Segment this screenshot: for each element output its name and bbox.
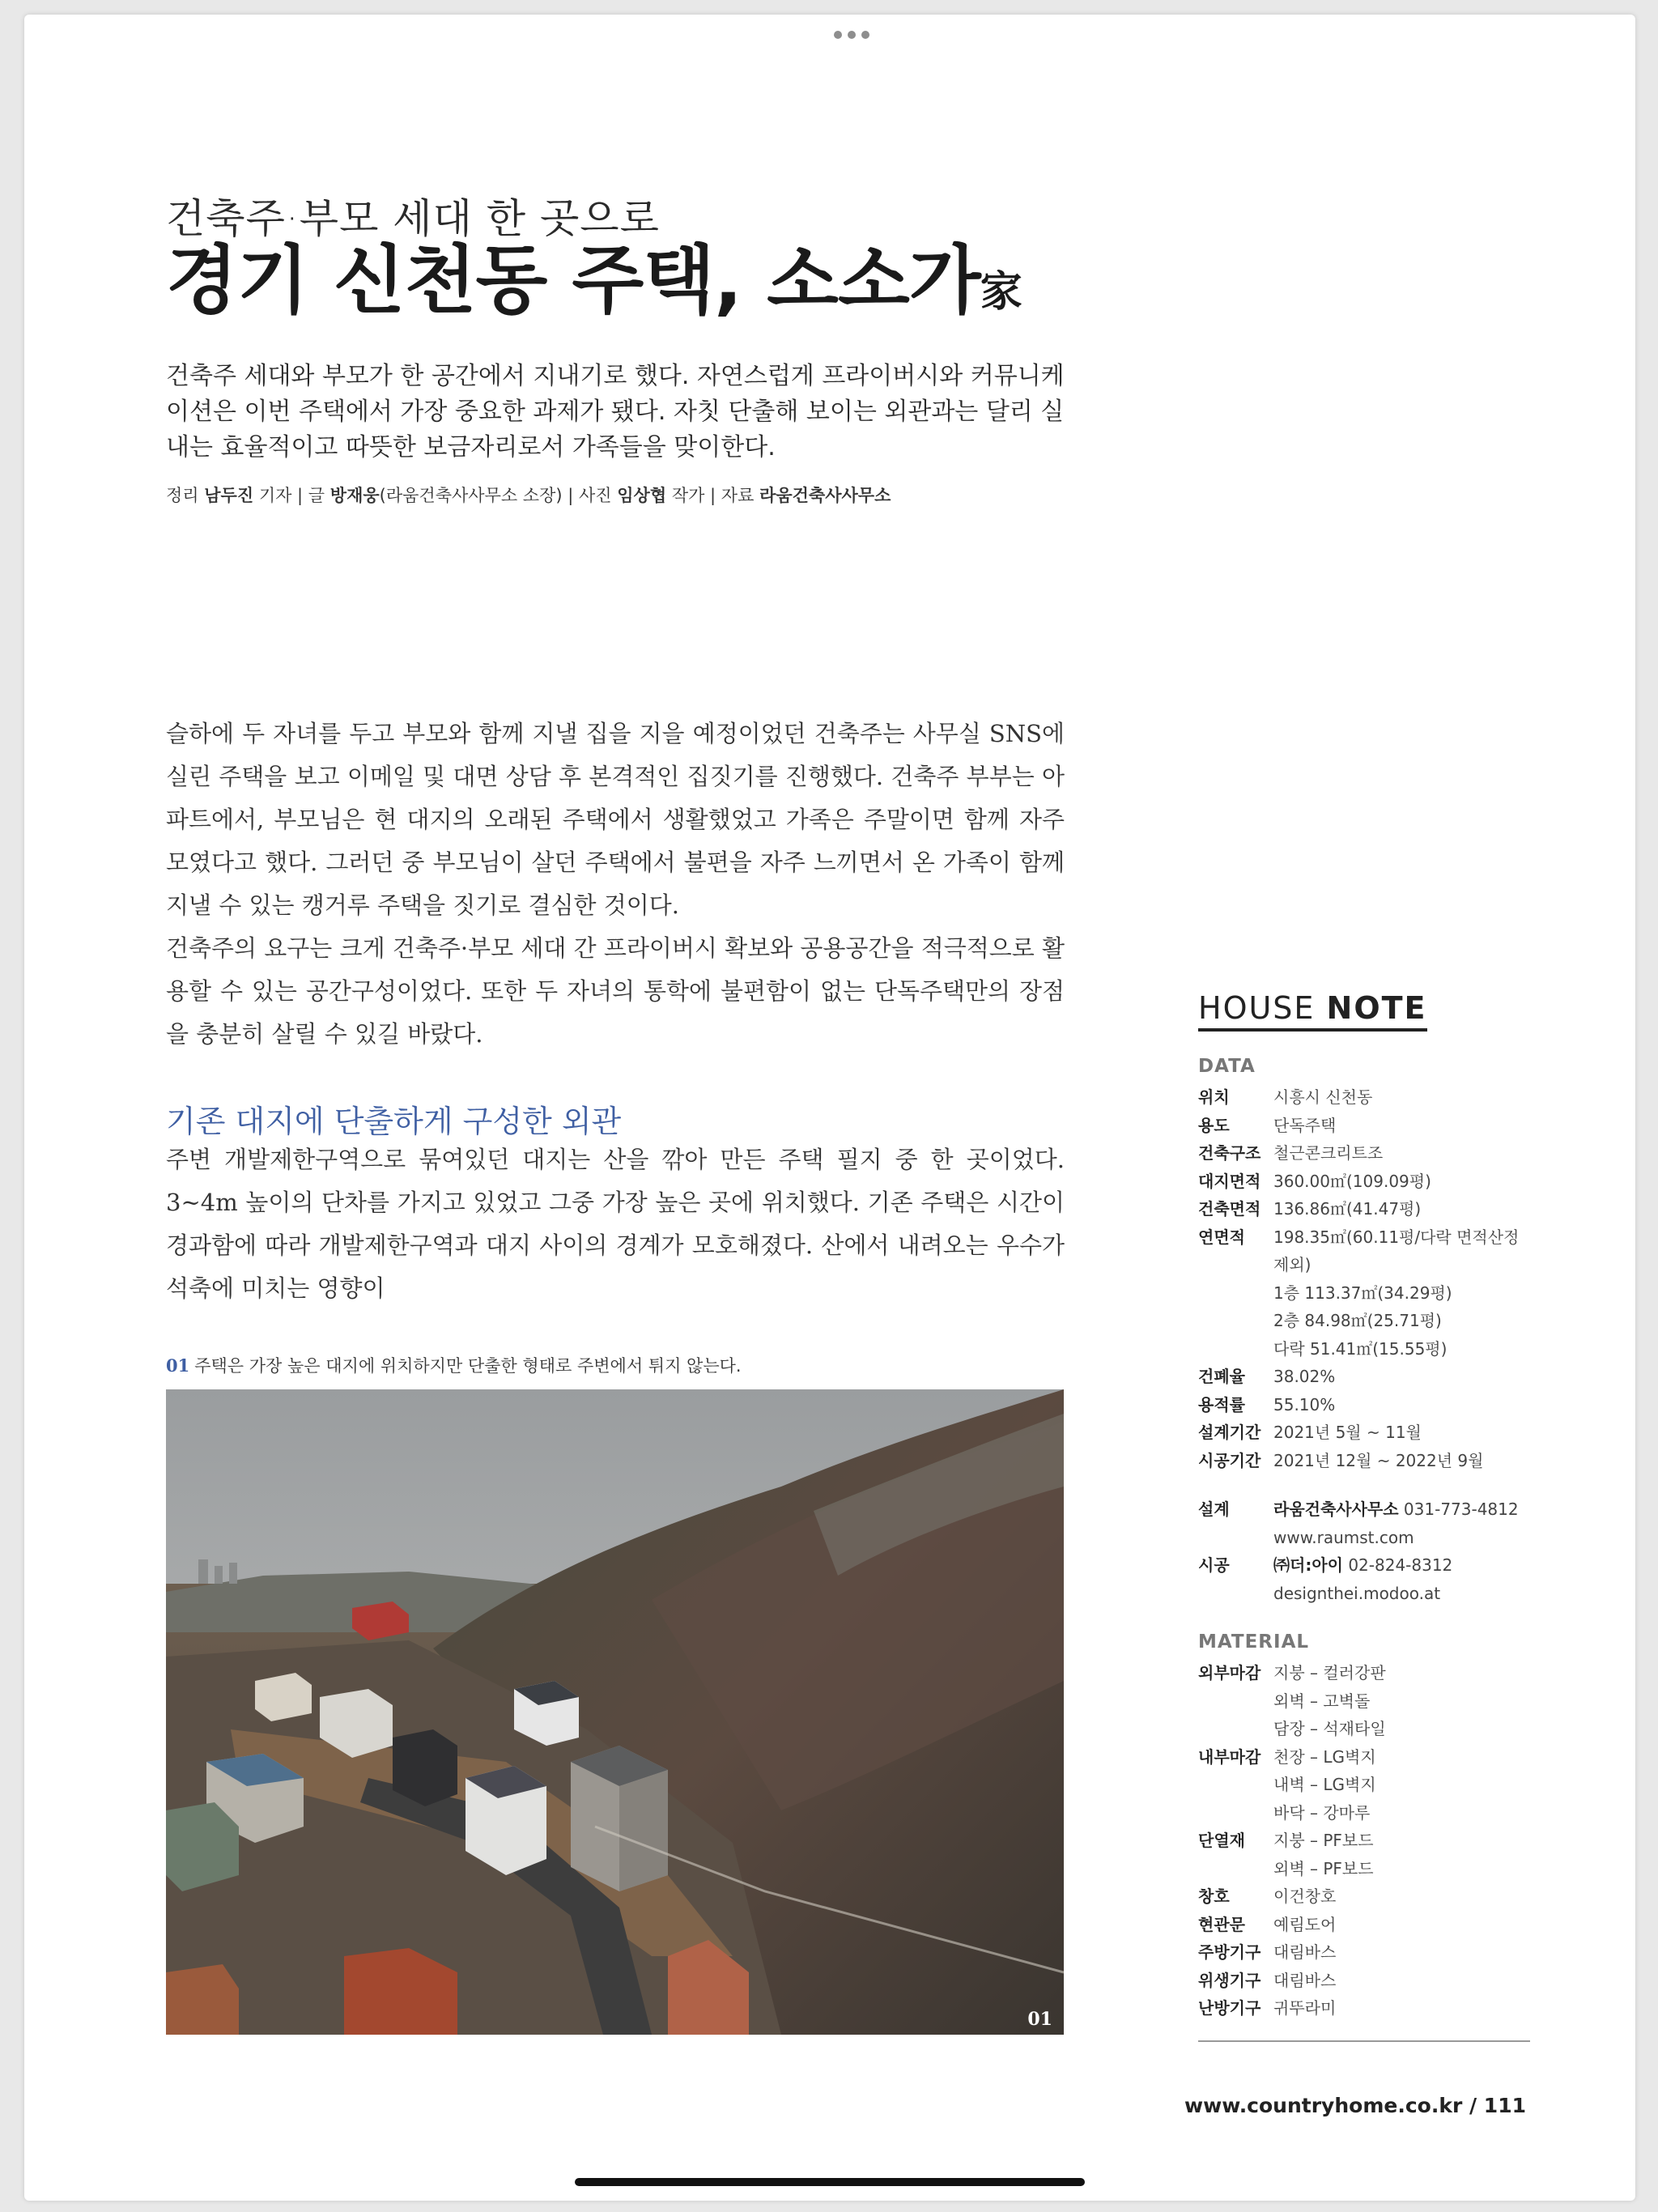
data-key: 연면적 [1198,1227,1245,1247]
data-row [1198,1223,1530,1279]
material-value: 바닥 – 강마루 [1273,1802,1371,1823]
material-list [1198,1659,1530,2023]
body-paragraph-2: 주변 개발제한구역으로 묶여있던 대지는 산을 깎아 만든 주택 필지 중 한 곳이었다. 3~4m 높이의 단차를 가지고 있었고 그중 가장 높은 곳에 위치했다. 기존 주택은 시간이 경과함에 따라 개발제한구역과 대지 사이의 경계가 모호해졌다. 산에서 내려오는 우수가 석축에 미치는 영향이 [166,1146,1065,1302]
material-value: 예림도어 [1273,1914,1337,1934]
credit-role: 기자 | 글 [258,486,325,505]
data-row [1198,1363,1530,1391]
magazine-page [24,15,1635,2201]
data-row [1198,1335,1530,1363]
page-footer: www.countryhome.co.kr / 111 [1184,2094,1526,2117]
data-value: 단독주택 [1273,1115,1337,1135]
material-row [1198,1743,1530,1772]
designer-website[interactable]: www.raumst.com [1273,1527,1414,1547]
data-value: 1층 113.37㎡(34.29평) [1273,1283,1452,1303]
data-list [1198,1083,1530,1474]
design-key: 설계 [1198,1499,1230,1519]
data-key: 건폐율 [1198,1367,1245,1386]
data-key [1198,1335,1273,1363]
data-value: 2021년 12월 ~ 2022년 9월 [1273,1450,1484,1470]
credit-role: 작가 | 자료 [671,486,755,505]
data-value: 다락 51.41㎡(15.55평) [1273,1338,1448,1359]
material-key [1198,1799,1273,1827]
data-key: 건축구조 [1198,1143,1261,1163]
data-row [1198,1307,1530,1335]
design-row [1198,1495,1530,1524]
data-value: 철근콘크리트조 [1273,1143,1384,1163]
note-title-bold: NOTE [1326,990,1427,1026]
material-row [1198,1715,1530,1743]
section-subhead: 기존 대지에 단출하게 구성한 외관 [166,1104,622,1139]
caption-text: 주택은 가장 높은 대지에 위치하지만 단출한 형태로 주변에서 튀지 않는다. [194,1356,742,1376]
article-credits [166,483,1065,507]
builder-website[interactable]: designthei.modoo.at [1273,1583,1441,1603]
data-key: 건축면적 [1198,1199,1261,1219]
photo-caption [166,1353,1065,1377]
material-key [1198,1855,1273,1883]
data-value: 55.10% [1273,1394,1336,1414]
material-key: 창호 [1198,1887,1230,1906]
material-key [1198,1687,1273,1716]
photo-number: 01 [1027,2009,1052,2030]
data-value: 136.86㎡(41.47평) [1273,1199,1422,1219]
note-divider [1198,2040,1530,2042]
data-row [1198,1168,1530,1196]
data-row [1198,1419,1530,1447]
house-note-title [1198,990,1427,1032]
material-value: 담장 – 석재타일 [1273,1719,1386,1738]
material-value: 천장 – LG벽지 [1273,1746,1376,1767]
data-row [1198,1279,1530,1308]
house-note-panel [1198,990,1530,2042]
design-web-row [1198,1524,1530,1552]
data-value: 2층 84.98㎡(25.71평) [1273,1311,1442,1330]
data-row [1198,1139,1530,1168]
credit-writer: 방재웅 [329,486,380,505]
data-key: 시공기간 [1198,1450,1261,1470]
material-value: 내벽 – LG벽지 [1273,1775,1376,1794]
paragraph-text: 슬하에 두 자녀를 두고 부모와 함께 지낼 집을 지을 예정이었던 건축주는 사무실 SNS에 실린 주택을 보고 이메일 및 대면 상담 후 본격적인 집짓기를 진행했다. 건축주 부부는 아파트에서, 부모님은 현 대지의 오래된 주택에서 생활했었고 가족은 주말이면 함께 자주 모였다고 했다. 그러던 중 부모님이 살던 주택에서 불편을 자주 느끼면서 온 가족이 함께 지낼 수 있는 캥거루 주택을 짓기로 결심한 것이다. [166,720,1065,919]
data-key: 용적률 [1198,1394,1245,1414]
material-value: 지붕 – 컬러강판 [1273,1663,1386,1682]
house-photo [166,1389,1064,2035]
caption-number: 01 [166,1355,190,1376]
body-paragraph-1 [166,713,1065,1056]
data-key: 위치 [1198,1087,1230,1107]
material-key: 주방기구 [1198,1942,1261,1962]
material-row [1198,1799,1530,1827]
credit-photographer: 임상협 [617,486,667,505]
data-row [1198,1447,1530,1475]
headline-hanja: 家 [980,267,1022,317]
material-row [1198,1659,1530,1687]
builder-name: ㈜더:아이 [1273,1555,1343,1575]
data-value: 2021년 5월 ~ 11월 [1273,1423,1422,1442]
data-value: 198.35㎡(60.11평/다락 면적산정 제외) [1273,1227,1520,1274]
credit-role: (라움건축사사무소 소장) | 사진 [379,486,612,505]
data-value: 360.00㎡(109.09평) [1273,1171,1431,1191]
material-value: 지붕 – PF보드 [1273,1831,1374,1850]
credit-label: 정리 [166,486,199,505]
data-row [1198,1112,1530,1140]
aerial-village-image [166,1389,1064,2035]
data-section-label: DATA [1198,1056,1256,1077]
data-row [1198,1083,1530,1112]
material-key: 외부마감 [1198,1663,1261,1682]
headline-text: 경기 신천동 주택, 소소가 [166,237,980,324]
build-key: 시공 [1198,1555,1230,1575]
material-key: 내부마감 [1198,1746,1261,1767]
material-row [1198,1855,1530,1883]
material-value: 외벽 – PF보드 [1273,1858,1374,1878]
article-headline [166,237,1065,324]
material-key: 단열재 [1198,1831,1245,1850]
builder-phone: 02-824-8312 [1348,1555,1453,1575]
material-row [1198,1911,1530,1939]
home-indicator[interactable] [575,2178,1085,2186]
material-row [1198,1827,1530,1855]
material-key: 위생기구 [1198,1970,1261,1990]
material-row [1198,1771,1530,1799]
article-kicker: 건축주·부모 세대 한 곳으로 [166,195,660,242]
data-row [1198,1391,1530,1419]
build-web-row [1198,1580,1530,1608]
data-value: 시흥시 신천동 [1273,1087,1373,1107]
material-key: 난방기구 [1198,1998,1261,2018]
data-key: 용도 [1198,1115,1230,1135]
material-row [1198,1938,1530,1967]
credit-source: 라움건축사사무소 [759,486,891,505]
material-row [1198,1882,1530,1911]
material-value: 대림바스 [1273,1970,1337,1990]
material-value: 이건창호 [1273,1887,1337,1906]
credit-editor: 남두진 [204,486,254,505]
material-key: 현관문 [1198,1914,1245,1934]
designer-name: 라움건축사사무소 [1273,1499,1399,1519]
data-key: 대지면적 [1198,1171,1261,1191]
data-key [1198,1279,1273,1308]
material-value: 외벽 – 고벽돌 [1273,1691,1371,1711]
data-row [1198,1195,1530,1223]
material-row [1198,1967,1530,1995]
material-row [1198,1687,1530,1716]
data-key: 설계기간 [1198,1423,1261,1442]
data-value: 38.02% [1273,1367,1336,1386]
material-row [1198,1994,1530,2023]
material-key [1198,1715,1273,1743]
material-value: 대림바스 [1273,1942,1337,1962]
material-value: 귀뚜라미 [1273,1998,1337,2018]
data-key [1198,1307,1273,1335]
article-lead: 건축주 세대와 부모가 한 공간에서 지내기로 했다. 자연스럽게 프라이버시와 커뮤니케이션은 이번 주택에서 가장 중요한 과제가 됐다. 자칫 단출해 보이는 외관과는 달리 실내는 효율적이고 따뜻한 보금자리로서 가족들을 맞이한다. [166,362,1065,462]
note-title-light: HOUSE [1198,990,1316,1026]
build-row [1198,1551,1530,1580]
paragraph-text: 건축주의 요구는 크게 건축주·부모 세대 간 프라이버시 확보와 공용공간을 적극적으로 활용할 수 있는 공간구성이었다. 또한 두 자녀의 통학에 불편함이 없는 단독주택만의 장점을 충분히 살릴 수 있길 바랐다. [166,934,1065,1048]
more-options-icon[interactable] [834,31,869,39]
material-section-label: MATERIAL [1198,1631,1310,1653]
material-key [1198,1771,1273,1799]
designer-phone: 031-773-4812 [1403,1499,1519,1519]
